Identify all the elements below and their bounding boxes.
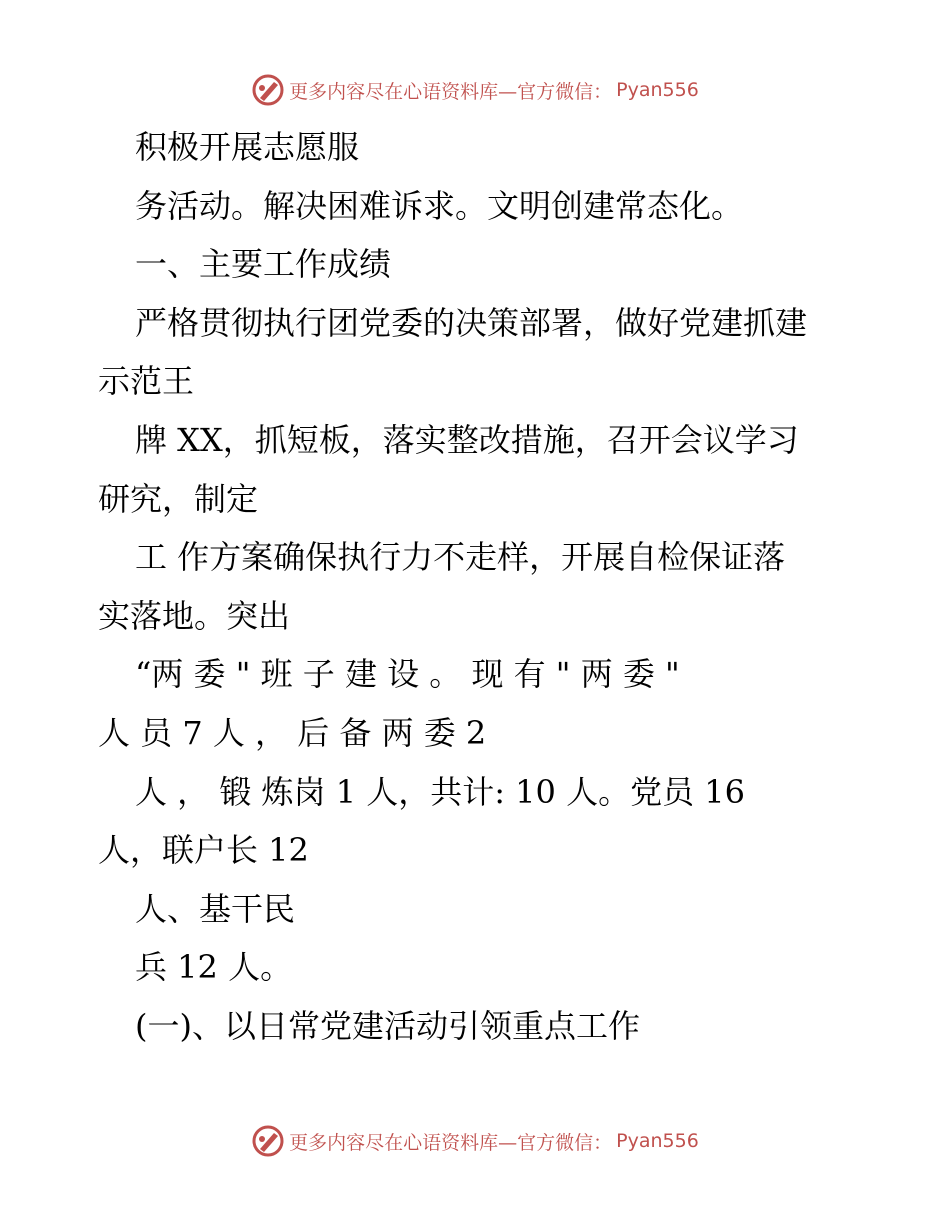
section-heading: 一、主要工作成绩 <box>135 245 392 284</box>
text-line: “两 委 " 班 子 建 设 。 现 有 " 两 委 " <box>135 655 680 694</box>
text-line: 人，联户长 12 <box>98 831 309 870</box>
text-line: 牌 XX，抓短板，落实整改措施，召开会议学习 <box>135 420 799 459</box>
watermark-text: 更多内容尽在心语资料库—官方微信： <box>289 1131 613 1154</box>
text-line: 兵 12 人。 <box>135 948 293 987</box>
text-line: 示范王 <box>98 362 195 401</box>
document-body <box>98 118 858 1056</box>
subsection-heading: (一)、以日常党建活动引领重点工作 <box>135 1006 640 1045</box>
watermark-text: 更多内容尽在心语资料库—官方微信： <box>289 80 613 103</box>
red-pen-seal-icon <box>251 1124 285 1158</box>
text-line: 研究，制定 <box>98 479 259 518</box>
text-line: 务活动。解决困难诉求。文明创建常态化。 <box>135 186 744 225</box>
text-line: 工 作方案确保执行力不走样，开展自检保证落 <box>135 538 786 577</box>
text-line: 严格贯彻执行团党委的决策部署，做好党建抓建 <box>135 303 808 342</box>
text-line: 人 ， 锻 炼岗 1 人，共计: 10 人。党员 16 <box>135 772 745 811</box>
watermark-handle: Pyan556 <box>616 79 699 101</box>
red-pen-seal-icon <box>251 73 285 107</box>
footer-watermark <box>0 1121 950 1161</box>
text-line: 积极开展志愿服 <box>135 128 360 166</box>
header-watermark <box>0 70 950 110</box>
text-line: 人、基干民 <box>135 889 296 928</box>
text-line: 实落地。突出 <box>98 596 291 635</box>
watermark-handle: Pyan556 <box>616 1130 699 1152</box>
text-line: 人 员 7 人 ， 后 备 两 委 2 <box>98 713 487 752</box>
